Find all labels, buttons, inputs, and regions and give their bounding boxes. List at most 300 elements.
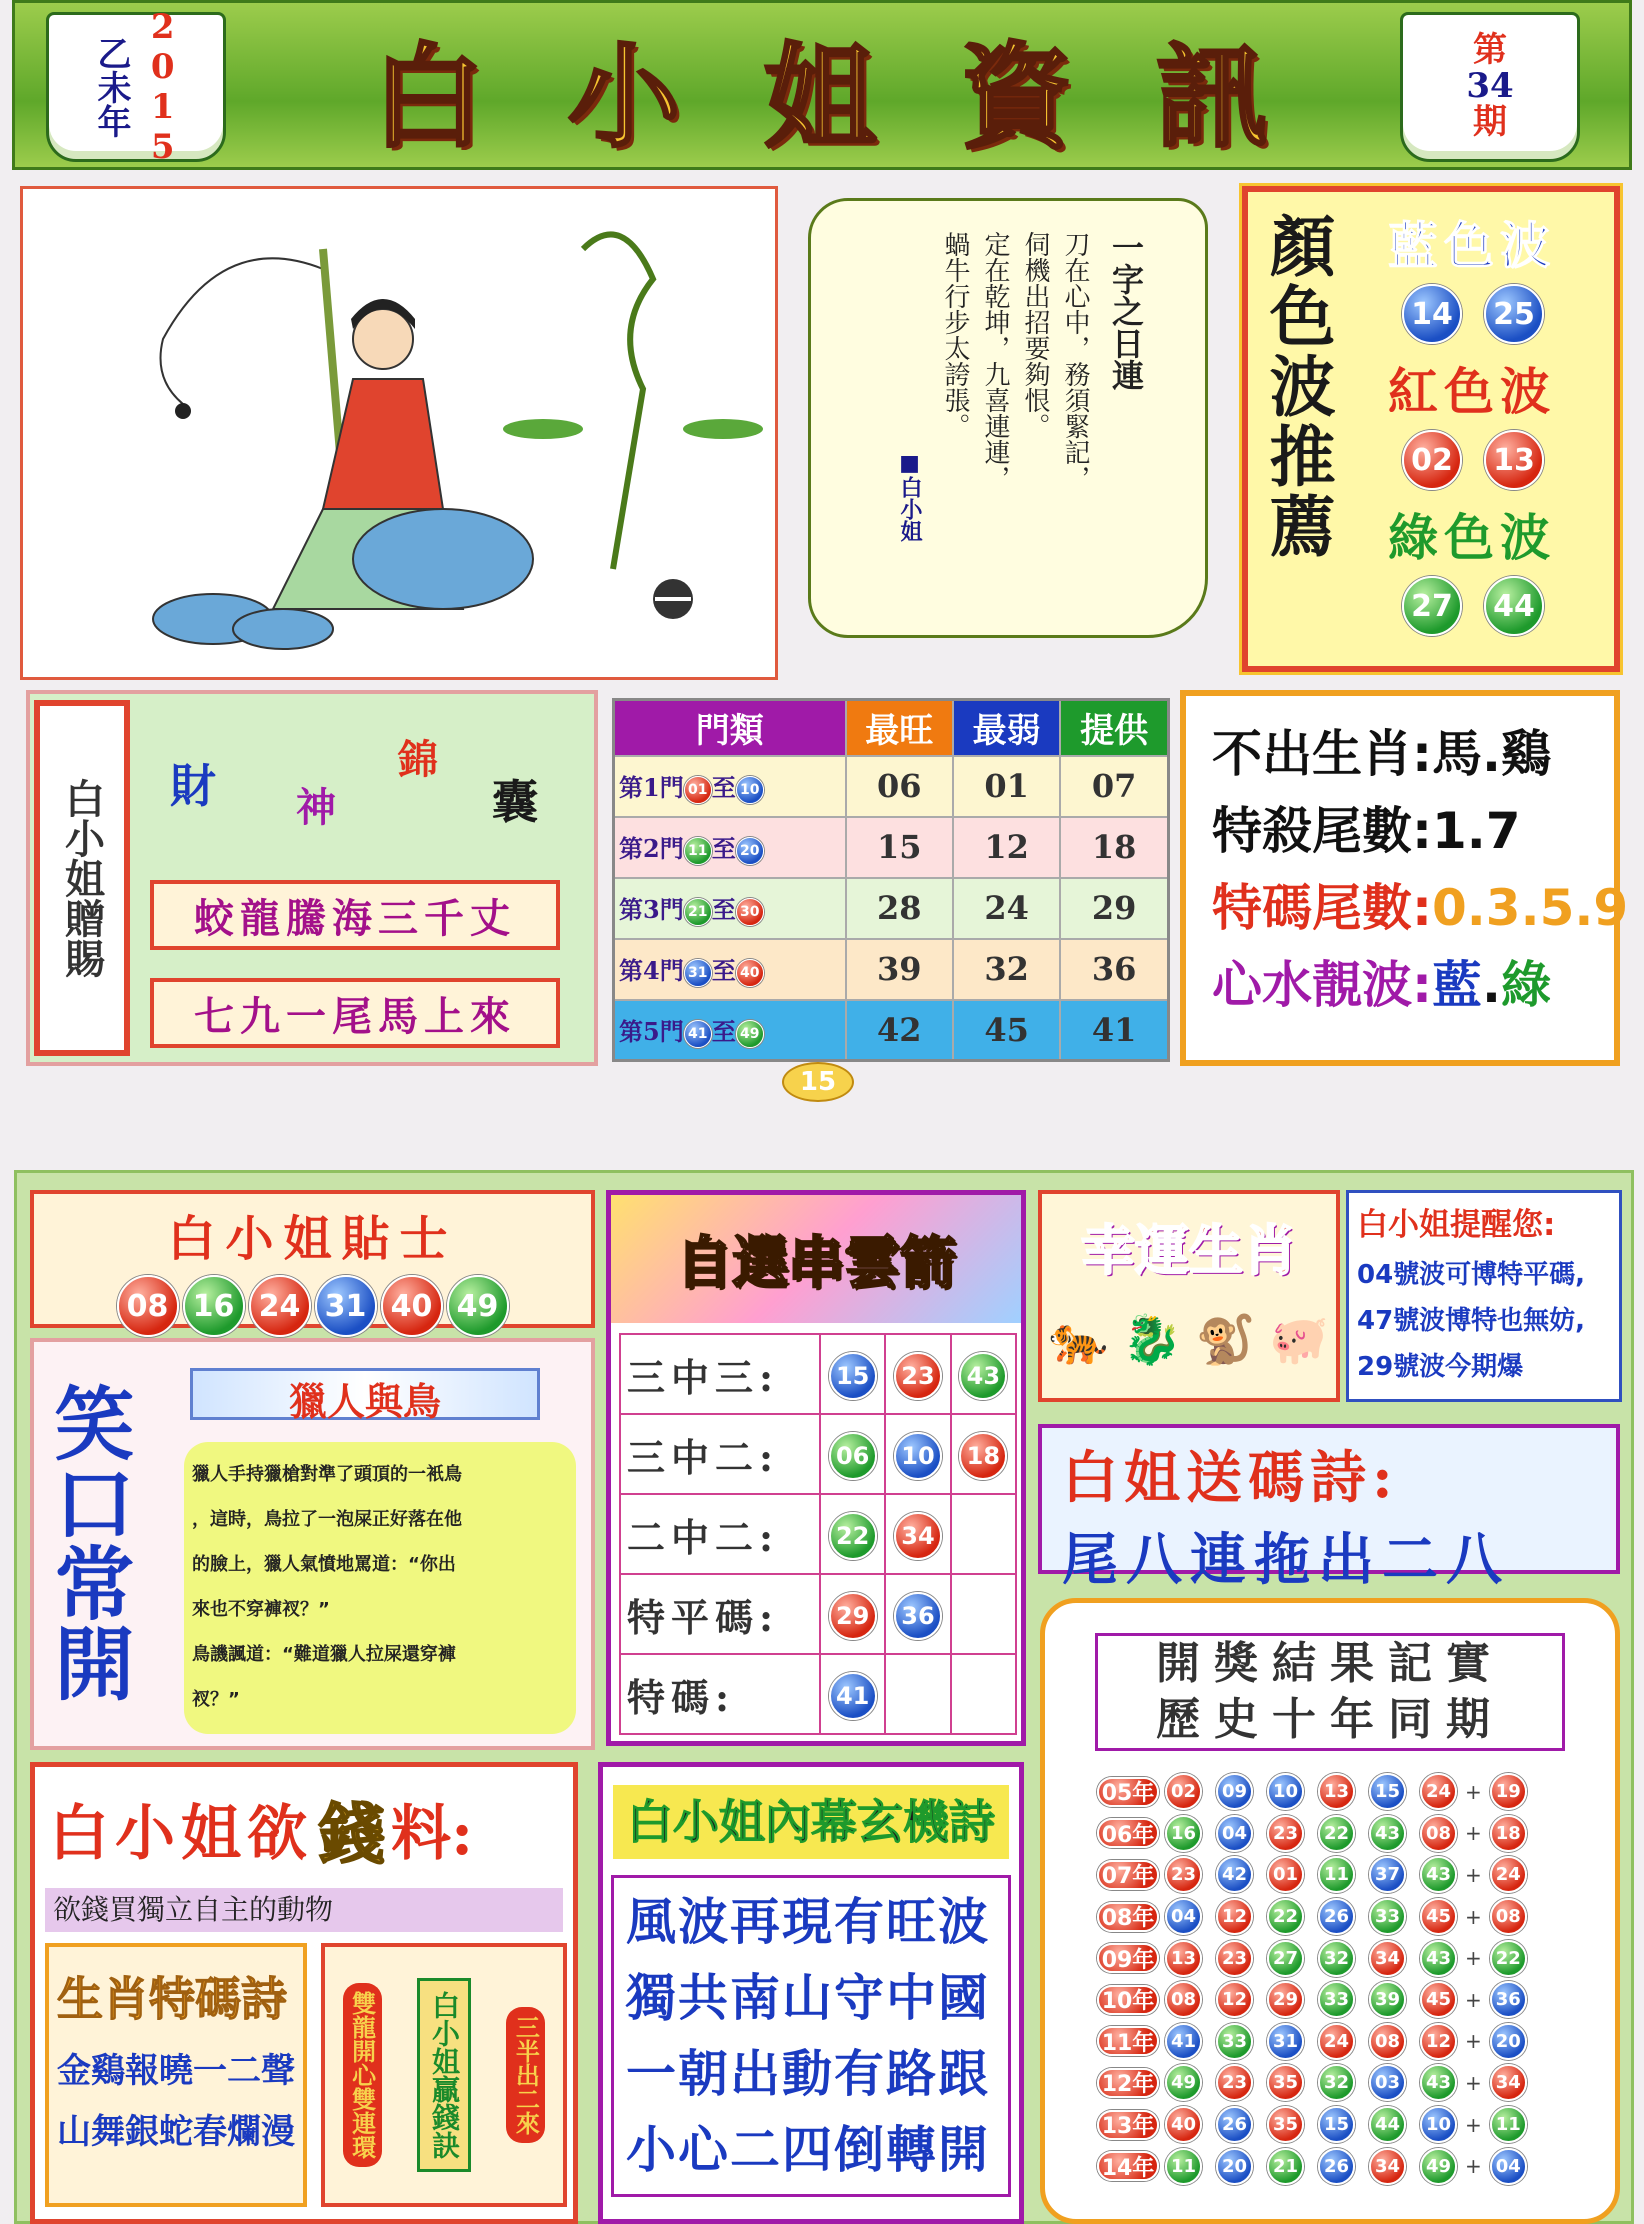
history-ball: 45 [1420, 1981, 1457, 2018]
history-ball: 13 [1318, 1773, 1355, 1810]
history-ball: 29 [1267, 1981, 1304, 2018]
info-line [1212, 716, 1588, 793]
history-ball: 23 [1216, 2064, 1253, 2101]
selection-title: 自選串雲箭 [676, 1230, 956, 1296]
selection-cell [885, 1334, 950, 1414]
joke-vertical-title: 笑口常開 [41, 1382, 135, 1702]
red-wave-label: 紅色波 [1388, 362, 1556, 421]
wave-ball: 44 [1484, 576, 1544, 636]
zodiac-poem-title: 生肖特碼詩 [57, 1972, 287, 2026]
wave-ball: 25 [1484, 284, 1544, 344]
cell: 28 [846, 878, 953, 939]
info-value: 馬.鷄 [1432, 725, 1551, 783]
special-ball: 19 [1490, 1773, 1527, 1810]
title-char: 白 [372, 31, 484, 163]
history-ball: 32 [1318, 1940, 1355, 1977]
selection-cell [820, 1334, 885, 1414]
history-ball: 34 [1369, 1940, 1406, 1977]
remind-line: 04號波可博特平碼, [1357, 1260, 1586, 1290]
door-cell [614, 878, 846, 939]
year-era: 乙未年 [91, 36, 131, 138]
history-ball: 45 [1420, 1898, 1457, 1935]
info-value: 綠 [1501, 956, 1551, 1014]
history-ball: 32 [1318, 2064, 1355, 2101]
scroll-line: 定在乾坤，九喜連連， [980, 231, 1010, 491]
joke-title: 獵人與鳥 [190, 1368, 540, 1420]
history-ball: 09 [1216, 1773, 1253, 1810]
history-row [1097, 2021, 1615, 2063]
cell: 42 [846, 1000, 953, 1061]
joke-line: 來也不穿褲衩？” [192, 1599, 330, 1620]
inner-poem-line: 一朝出動有路跟 [626, 2044, 990, 2103]
history-row [1097, 2062, 1615, 2104]
remind-line: 47號波博特也無妨, [1357, 1306, 1586, 1336]
info-line [1212, 947, 1588, 1024]
info-label: 特殺尾數: [1212, 802, 1432, 860]
info-label: 心水靚波: [1212, 956, 1432, 1014]
history-ball: 43 [1420, 2064, 1457, 2101]
history-ball: 15 [1369, 1773, 1406, 1810]
selection-row [620, 1334, 1016, 1414]
selection-row [620, 1414, 1016, 1494]
info-line [1212, 870, 1629, 947]
joke-line: 獵人手持獵槍對準了頭頂的一衹鳥 [192, 1464, 462, 1485]
selection-cell [820, 1654, 885, 1734]
wave-ball: 13 [1484, 430, 1544, 490]
selection-ball: 06 [829, 1432, 877, 1480]
history-ball: 23 [1165, 1856, 1202, 1893]
cell: 18 [1060, 817, 1168, 878]
special-ball: 11 [1490, 2106, 1527, 2143]
banner-box [321, 1943, 567, 2207]
color-wave-panel [1242, 186, 1620, 672]
zodiac-poem-line: 金鷄報曉一二聲 [57, 2051, 295, 2091]
selection-row [620, 1654, 1016, 1734]
tip-ball: 40 [381, 1275, 443, 1337]
inner-poem-line: 獨共南山守中國 [626, 1968, 990, 2027]
year-number: 2015 [142, 7, 183, 167]
cell: 06 [846, 756, 953, 817]
history-ball: 01 [1267, 1856, 1304, 1893]
special-ball: 18 [1490, 1815, 1527, 1852]
history-title-box [1095, 1633, 1565, 1751]
plus-sign: + [1465, 1862, 1482, 1887]
history-year: 12年 [1097, 2068, 1159, 2098]
history-year: 11年 [1097, 2026, 1159, 2056]
history-ball: 08 [1420, 1815, 1457, 1852]
remind-line: 29號波今期爆 [1357, 1352, 1524, 1382]
door-to: 20 [736, 837, 764, 865]
cell: 41 [1060, 1000, 1168, 1061]
plus-sign: + [1465, 1904, 1482, 1929]
plus-sign: + [1465, 1987, 1482, 2012]
history-row [1097, 1771, 1615, 1813]
gift-char: 錦 [398, 736, 438, 783]
door-to: 40 [736, 959, 764, 987]
door-to: 30 [736, 898, 764, 926]
wave-vertical-title: 顏色波推薦 [1258, 212, 1336, 562]
history-year: 06年 [1097, 1818, 1159, 1848]
plus-sign: + [1465, 1821, 1482, 1846]
info-value: 0.3.5.9 [1432, 879, 1629, 937]
history-ball: 12 [1216, 1981, 1253, 2018]
col-header: 提供 [1060, 700, 1168, 756]
info-value: 1.7 [1432, 802, 1521, 860]
history-ball: 13 [1165, 1940, 1202, 1977]
title-char: 訊 [1156, 31, 1268, 163]
joke-panel [30, 1338, 595, 1750]
special-ball: 20 [1490, 2023, 1527, 2060]
luck-animals [1042, 1311, 1336, 1368]
send-poem-panel [1038, 1424, 1620, 1593]
plus-sign: + [1465, 1946, 1482, 1971]
history-ball: 44 [1369, 2106, 1406, 2143]
door-name: 第1門 [619, 773, 684, 803]
tip-ball: 24 [249, 1275, 311, 1337]
selection-ball: 41 [829, 1672, 877, 1720]
tip-panel [30, 1190, 595, 1328]
selection-label: 特碼: [620, 1654, 820, 1734]
history-ball: 23 [1216, 1940, 1253, 1977]
selection-table [619, 1333, 1017, 1735]
history-ball: 22 [1267, 1898, 1304, 1935]
blue-wave-label: 藍色波 [1388, 216, 1556, 275]
info-label: 特碼尾數: [1212, 879, 1432, 937]
poem-scroll [808, 198, 1208, 638]
col-header: 門類 [614, 700, 846, 756]
history-row [1097, 1813, 1615, 1855]
selection-cell [820, 1414, 885, 1494]
dragon-icon: 🐉 [1122, 1312, 1183, 1368]
table-row [614, 1000, 1169, 1061]
info-panel [1180, 690, 1629, 1066]
door-from: 41 [684, 1020, 712, 1048]
history-ball: 20 [1216, 2148, 1253, 2185]
history-year: 14年 [1097, 2151, 1159, 2181]
plus-sign: + [1465, 1779, 1482, 1804]
joke-line: 鳥譏諷道：“難道獵人拉屎還穿褲 [192, 1644, 456, 1665]
history-ball: 15 [1318, 2106, 1355, 2143]
table-row [614, 817, 1169, 878]
selection-cell [885, 1414, 950, 1494]
cell: 07 [1060, 756, 1168, 817]
selection-label: 三中三: [620, 1334, 820, 1414]
joke-line: 衩？” [192, 1689, 240, 1710]
money-title-b: 料: [391, 1798, 474, 1869]
history-ball: 16 [1165, 1815, 1202, 1852]
history-year: 10年 [1097, 1985, 1159, 2015]
history-row [1097, 1937, 1615, 1979]
table-row [614, 939, 1169, 1000]
door-table-header [614, 700, 1169, 756]
history-row [1097, 1979, 1615, 2021]
selection-ball: 18 [959, 1432, 1007, 1480]
wave-groups [1388, 206, 1608, 636]
history-ball: 27 [1267, 1940, 1304, 1977]
history-ball: 35 [1267, 2106, 1304, 2143]
history-ball: 26 [1318, 2148, 1355, 2185]
door-from: 01 [684, 776, 712, 804]
fishing-illustration [20, 186, 778, 680]
banner-center: 白小姐贏錢訣 [417, 1978, 471, 2172]
inner-poem-panel [598, 1762, 1024, 2224]
zodiac-poem-line: 山舞銀蛇春爛漫 [57, 2112, 295, 2152]
selection-cell [951, 1654, 1016, 1734]
cell: 24 [953, 878, 1060, 939]
selection-ball: 22 [829, 1512, 877, 1560]
history-ball: 43 [1420, 1856, 1457, 1893]
door-sep: 至 [711, 773, 736, 803]
tip-title: 白小姐貼士 [167, 1211, 458, 1267]
info-value: 藍 [1432, 956, 1482, 1014]
history-ball: 39 [1369, 1981, 1406, 2018]
gift-line-1: 蛟龍騰海三千丈 [150, 880, 560, 950]
special-ball: 08 [1490, 1898, 1527, 1935]
selection-ball: 36 [894, 1592, 942, 1640]
history-ball: 21 [1267, 2148, 1304, 2185]
history-ball: 42 [1216, 1856, 1253, 1893]
door-cell [614, 939, 846, 1000]
door-name: 第3門 [619, 895, 684, 925]
gift-char: 囊 [492, 775, 538, 829]
history-title: 開獎結果記實 [1156, 1638, 1504, 1689]
history-ball: 04 [1216, 1815, 1253, 1852]
tip-balls [34, 1275, 591, 1337]
history-row [1097, 1854, 1615, 1896]
history-year: 07年 [1097, 1860, 1159, 1890]
history-year: 09年 [1097, 1943, 1159, 1973]
send-poem-line: 尾八連拖出二八 [1062, 1527, 1510, 1593]
history-ball: 12 [1420, 2023, 1457, 2060]
history-year: 08年 [1097, 1902, 1159, 1932]
cell: 29 [1060, 878, 1168, 939]
green-wave-label: 綠色波 [1388, 508, 1556, 567]
history-ball: 43 [1420, 1940, 1457, 1977]
history-ball: 24 [1420, 1773, 1457, 1810]
selection-cell [885, 1654, 950, 1734]
table-row [614, 878, 1169, 939]
cell: 12 [953, 817, 1060, 878]
cell: 15 [846, 817, 953, 878]
cell: 01 [953, 756, 1060, 817]
cell: 32 [953, 939, 1060, 1000]
selection-row [620, 1494, 1016, 1574]
history-ball: 04 [1165, 1898, 1202, 1935]
gift-label [34, 700, 130, 1056]
col-header: 最旺 [846, 700, 953, 756]
monkey-icon: 🐒 [1195, 1312, 1256, 1368]
selection-label: 特平碼: [620, 1574, 820, 1654]
remind-title: 白小姐提醒您: [1357, 1207, 1556, 1243]
door-cell [614, 1000, 846, 1061]
table-row [614, 756, 1169, 817]
inner-poem-title: 白小姐內幕玄機詩 [613, 1785, 1009, 1859]
selection-cell [951, 1334, 1016, 1414]
history-ball: 10 [1420, 2106, 1457, 2143]
selection-cell [951, 1574, 1016, 1654]
selection-ball: 23 [894, 1352, 942, 1400]
history-ball: 40 [1165, 2106, 1202, 2143]
door-table [612, 698, 1170, 1062]
money-subtitle: 欲錢買獨立自主的動物 [45, 1888, 563, 1932]
issue-book [1400, 12, 1580, 162]
door-name: 第2門 [619, 834, 684, 864]
title-char: 小 [568, 31, 680, 163]
joke-line: 的臉上，獵人氣憤地罵道：“你出 [192, 1554, 456, 1575]
history-ball: 11 [1165, 2148, 1202, 2185]
plus-sign: + [1465, 2070, 1482, 2095]
history-ball: 33 [1318, 1981, 1355, 2018]
history-ball: 11 [1318, 1856, 1355, 1893]
history-year: 13年 [1097, 2110, 1159, 2140]
special-ball: 22 [1490, 1940, 1527, 1977]
info-label: 不出生肖: [1212, 725, 1432, 783]
year-book [46, 7, 226, 167]
wave-ball: 27 [1402, 576, 1462, 636]
door-sep: 至 [711, 895, 736, 925]
tip-ball: 31 [315, 1275, 377, 1337]
history-ball: 34 [1369, 2148, 1406, 2185]
selection-label: 二中二: [620, 1494, 820, 1574]
tip-ball: 08 [117, 1275, 179, 1337]
inner-poem-body [611, 1875, 1011, 2197]
history-ball: 31 [1267, 2023, 1304, 2060]
selection-panel [606, 1190, 1026, 1746]
scroll-line: 刀在心中，務須緊記， [1060, 231, 1090, 491]
selection-ball: 29 [829, 1592, 877, 1640]
door-from: 31 [684, 959, 712, 987]
history-ball: 26 [1216, 2106, 1253, 2143]
history-subtitle: 歷史十年同期 [1156, 1694, 1504, 1745]
selection-cell [951, 1414, 1016, 1494]
history-ball: 02 [1165, 1773, 1202, 1810]
col-header: 最弱 [953, 700, 1060, 756]
scroll-line: 蝸牛行步太誇張。 [940, 231, 970, 439]
money-title-a: 白小姐欲 [49, 1798, 313, 1869]
history-ball: 24 [1318, 2023, 1355, 2060]
history-ball: 03 [1369, 2064, 1406, 2101]
gift-line-2: 七九一尾馬上來 [150, 978, 560, 1048]
history-panel [1040, 1598, 1620, 2224]
door-name: 第4門 [619, 956, 684, 986]
history-year: 05年 [1097, 1777, 1159, 1807]
door-cell [614, 817, 846, 878]
cell: 45 [953, 1000, 1060, 1061]
page-number: 15 [782, 1062, 854, 1102]
luck-title: 幸運生肖 [1081, 1218, 1297, 1282]
door-to: 49 [736, 1020, 764, 1048]
door-sep: 至 [711, 1017, 736, 1046]
scroll-signature: ■白小姐 [897, 451, 922, 542]
history-ball: 08 [1369, 2023, 1406, 2060]
joke-body [184, 1442, 576, 1734]
selection-ball: 43 [959, 1352, 1007, 1400]
gift-char: 神 [296, 784, 336, 831]
history-ball: 08 [1165, 1981, 1202, 2018]
selection-row [620, 1574, 1016, 1654]
history-row [1097, 1896, 1615, 1938]
gift-char: 財 [170, 759, 216, 813]
banner-left: 雙龍開心雙連環 [343, 1983, 382, 2167]
plus-sign: + [1465, 2154, 1482, 2179]
history-ball: 33 [1369, 1898, 1406, 1935]
selection-cell [885, 1574, 950, 1654]
inner-poem-line: 風波再現有旺波 [626, 1892, 990, 1951]
money-title [49, 1781, 573, 1876]
pig-icon: 🐖 [1269, 1312, 1330, 1368]
history-ball: 26 [1318, 1898, 1355, 1935]
info-line [1212, 793, 1588, 870]
history-ball: 49 [1165, 2064, 1202, 2101]
banner-right: 三半出二來 [506, 2007, 545, 2143]
fisher-girl-image [23, 189, 775, 677]
money-panel [30, 1762, 578, 2224]
selection-ball: 10 [894, 1432, 942, 1480]
history-ball: 23 [1267, 1815, 1304, 1852]
money-coin-char: 錢 [319, 1795, 385, 1873]
title-char: 姐 [764, 31, 876, 163]
wave-ball: 14 [1402, 284, 1462, 344]
history-ball: 43 [1369, 1815, 1406, 1852]
remind-panel [1346, 1190, 1622, 1402]
tip-ball: 16 [183, 1275, 245, 1337]
special-ball: 36 [1490, 1981, 1527, 2018]
tiger-icon: 🐅 [1048, 1312, 1109, 1368]
door-name: 第5門 [619, 1017, 684, 1046]
history-ball: 41 [1165, 2023, 1202, 2060]
issue-suffix: 期 [1473, 101, 1507, 142]
selection-ball: 34 [894, 1512, 942, 1560]
selection-cell [951, 1494, 1016, 1574]
page-title [330, 18, 1310, 163]
plus-sign: + [1465, 2029, 1482, 2054]
send-poem-title: 白姐送碼詩: [1062, 1445, 1399, 1511]
selection-cell [885, 1494, 950, 1574]
history-ball: 10 [1267, 1773, 1304, 1810]
door-cell [614, 756, 846, 817]
history-row [1097, 2145, 1615, 2187]
selection-ball: 15 [829, 1352, 877, 1400]
cell: 36 [1060, 939, 1168, 1000]
selection-header [611, 1195, 1021, 1323]
door-sep: 至 [711, 834, 736, 864]
joke-line: ，這時，鳥拉了一泡屎正好落在他 [192, 1509, 462, 1530]
cell: 39 [846, 939, 953, 1000]
door-from: 21 [684, 898, 712, 926]
wave-ball: 02 [1402, 430, 1462, 490]
history-row [1097, 2104, 1615, 2146]
issue-prefix: 第 [1473, 30, 1507, 71]
selection-cell [820, 1494, 885, 1574]
selection-label: 三中二: [620, 1414, 820, 1494]
title-char: 資 [960, 31, 1072, 163]
special-ball: 04 [1490, 2148, 1527, 2185]
door-from: 11 [684, 837, 712, 865]
selection-cell [820, 1574, 885, 1654]
special-ball: 34 [1490, 2064, 1527, 2101]
inner-poem-line: 小心二四倒轉開 [626, 2120, 990, 2179]
info-dot: . [1482, 956, 1501, 1014]
history-ball: 33 [1216, 2023, 1253, 2060]
plus-sign: + [1465, 2112, 1482, 2137]
history-ball: 37 [1369, 1856, 1406, 1893]
special-ball: 24 [1490, 1856, 1527, 1893]
history-ball: 12 [1216, 1898, 1253, 1935]
gift-label-text: 白小姐贈賜 [58, 778, 106, 978]
door-to: 10 [736, 776, 764, 804]
history-ball: 22 [1318, 1815, 1355, 1852]
history-ball: 49 [1420, 2148, 1457, 2185]
